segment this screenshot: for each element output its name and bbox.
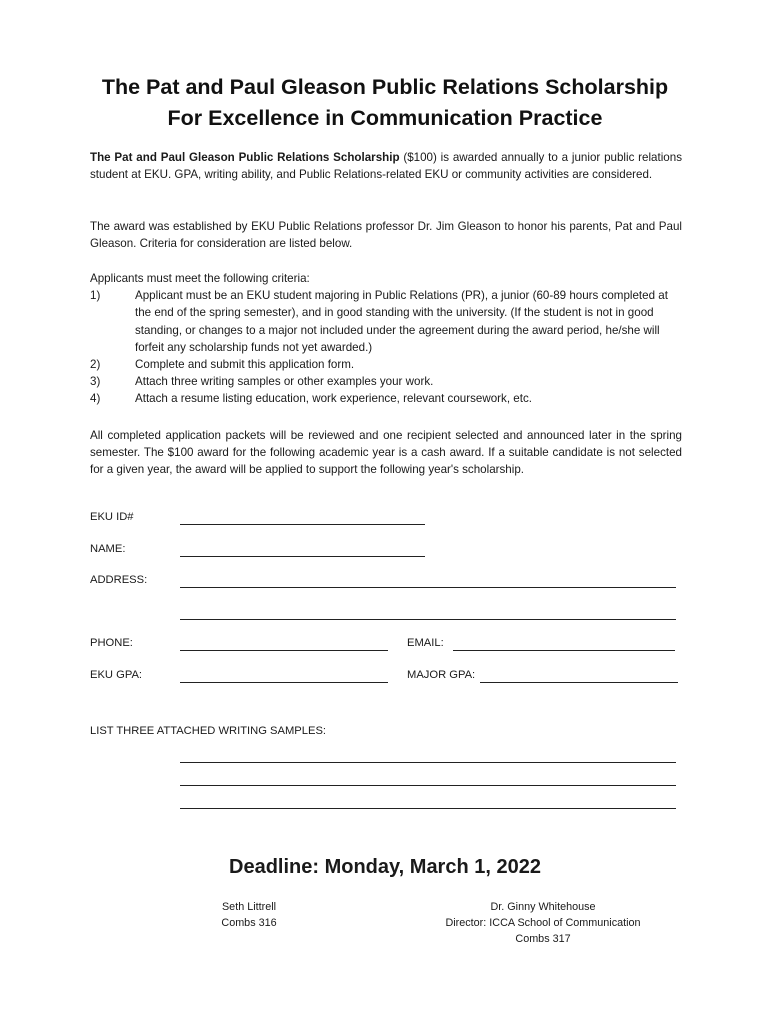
writing-samples-label: LIST THREE ATTACHED WRITING SAMPLES: [90,725,327,737]
major-gpa-label: MAJOR GPA: [407,669,476,681]
intro-paragraph [90,149,682,183]
title-line-1: The Pat and Paul Gleason Public Relations Scholarship [101,75,669,99]
contact-right-name: Dr. Ginny Whitehouse [490,901,596,913]
criteria-section [90,270,682,408]
criteria-text: Attach a resume listing education, work experience, relevant coursework, etc. [135,392,532,406]
criteria-number: 2) [90,358,101,372]
name-label: NAME: [90,543,126,555]
contact-right [423,899,663,947]
address-label: ADDRESS: [90,574,148,586]
intro-text: ($100) is awarded annually to a junior public relations student at EKU. GPA, writing ability, and Public Relations-related EKU or community activities are considered. [90,151,682,182]
criteria-item [90,356,682,373]
eku-gpa-field[interactable] [180,682,388,683]
contact-right-title: Director: ICCA School of Communication [445,917,641,929]
established-paragraph: The award was established by EKU Public Relations professor Dr. Jim Gleason to honor his parents, Pat and Paul Gleason. Criteria for consideration are listed below. [90,220,682,251]
address-field-line-2[interactable] [180,619,676,620]
major-gpa-field[interactable] [480,682,678,683]
contact-left-name: Seth Littrell [221,901,276,913]
contact-left [190,899,308,931]
criteria-item [90,390,682,407]
phone-label: PHONE: [90,637,133,649]
phone-field[interactable] [180,650,388,651]
criteria-number: 4) [90,392,101,406]
writing-sample-field-2[interactable] [180,785,676,786]
email-field[interactable] [453,650,675,651]
criteria-text: Complete and submit this application form. [135,358,355,372]
criteria-number: 3) [90,375,101,389]
document-title [0,72,770,134]
scholarship-name: The Pat and Paul Gleason Public Relations Scholarship [90,151,400,164]
name-field[interactable] [180,556,425,557]
criteria-number: 1) [90,289,101,303]
contact-left-office: Combs 316 [221,917,277,929]
title-line-2: For Excellence in Communication Practice [167,106,603,130]
email-label: EMAIL: [407,637,444,649]
writing-sample-field-3[interactable] [180,808,676,809]
review-paragraph: All completed application packets will be reviewed and one recipient selected and announced later in the spring semester. The $100 award for the following academic year is a cash award. If a suitable candidate is not selected for a given year, the award will be applied to support the following year's scholarship. [90,429,682,477]
writing-sample-field-1[interactable] [180,762,676,763]
contact-right-office: Combs 317 [515,933,571,945]
eku-id-label: EKU ID# [90,511,134,523]
address-field-line-1[interactable] [180,587,676,588]
criteria-item [90,373,682,390]
criteria-text: Attach three writing samples or other examples your work. [135,375,434,389]
eku-gpa-label: EKU GPA: [90,669,143,681]
criteria-text: Applicant must be an EKU student majoring in Public Relations (PR), a junior (60-89 hours completed at the end of the spring semester), and in good standing with the university. (If the student is not in good standing, or changes to a major not included under the agreement during the award period, he/she will forfeit any scholarship funds not yet awarded.) [135,289,668,354]
criteria-heading: Applicants must meet the following criteria: [90,272,310,285]
eku-id-field[interactable] [180,524,425,525]
criteria-item [90,287,682,356]
deadline: Deadline: Monday, March 1, 2022 [229,856,541,878]
